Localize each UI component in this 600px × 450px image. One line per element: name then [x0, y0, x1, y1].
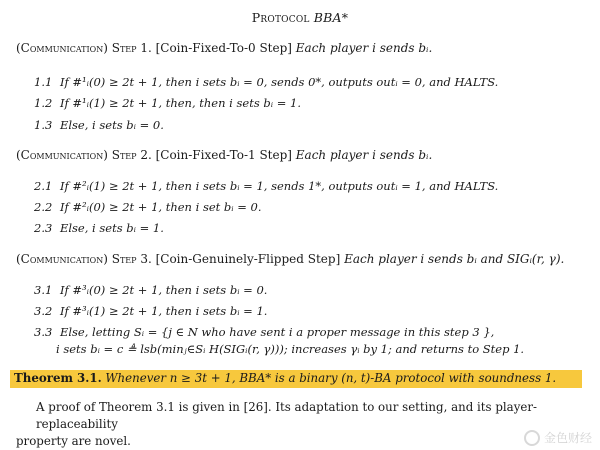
step-1-desc: Each player i sends bᵢ. — [295, 41, 433, 55]
item-number: 3.1 — [34, 283, 53, 297]
item-text: If #³ᵢ(0) ≥ 2t + 1, then i sets bᵢ = 0. — [59, 283, 268, 297]
item-number: 2.1 — [34, 179, 53, 193]
item-text: Else, i sets bᵢ = 0. — [59, 118, 164, 132]
theorem-body: Whenever n ≥ 3t + 1, BBA* is a binary (n, t)-BA protocol with soundness 1. — [105, 371, 557, 385]
paragraph-line-2: property are novel. — [16, 434, 131, 448]
step-2-name: [Coin-Fixed-To-1 Step] — [155, 148, 292, 162]
step-2-desc: Each player i sends bᵢ. — [295, 148, 433, 162]
paragraph-line-1: A proof of Theorem 3.1 is given in [26]. Its adaptation to our setting, and its player-replaceability — [36, 400, 537, 431]
item-number: 3.3 — [34, 325, 53, 339]
step-1-item-1 — [34, 75, 498, 89]
watermark-logo-icon — [524, 430, 540, 446]
watermark-text: 金色财经 — [543, 431, 592, 445]
protocol-title — [0, 10, 600, 25]
item-number: 2.2 — [34, 200, 53, 214]
step-3-name: [Coin-Genuinely-Flipped Step] — [155, 252, 341, 266]
proof-paragraph — [16, 399, 582, 450]
step-3-label: (Communication) Step 3. — [16, 252, 152, 266]
step-2-item-2 — [34, 200, 262, 214]
step-1-name: [Coin-Fixed-To-0 Step] — [155, 41, 292, 55]
title-prefix: Protocol — [251, 10, 310, 25]
item-text: Else, i sets bᵢ = 1. — [59, 221, 164, 235]
watermark — [524, 429, 592, 446]
item-number: 1.3 — [34, 118, 53, 132]
item-number: 2.3 — [34, 221, 53, 235]
step-3-item-1 — [34, 283, 267, 297]
step-3-item-3 — [34, 325, 494, 339]
item-text: Else, letting Sᵢ = {j ∈ N who have sent i a proper message in this step 3 }, — [59, 325, 495, 339]
step-3-heading — [16, 252, 564, 266]
item-text: If #¹ᵢ(0) ≥ 2t + 1, then i sets bᵢ = 0, sends 0*, outputs outᵢ = 0, and HALTS. — [59, 75, 499, 89]
step-3-item-3-continuation — [56, 342, 524, 356]
step-1-item-2 — [34, 96, 301, 110]
item-text: If #²ᵢ(1) ≥ 2t + 1, then i sets bᵢ = 1, sends 1*, outputs outᵢ = 1, and HALTS. — [59, 179, 499, 193]
title-name: BBA* — [313, 10, 349, 25]
step-1-label: (Communication) Step 1. — [16, 41, 152, 55]
item-number: 1.2 — [34, 96, 53, 110]
item-text: If #²ᵢ(0) ≥ 2t + 1, then i set bᵢ = 0. — [59, 200, 262, 214]
item-text: i sets bᵢ = c ≜ lsb(minⱼ∈Sᵢ H(SIGᵢ(r, γ))); increases γᵢ by 1; and returns to Step 1. — [56, 342, 525, 356]
theorem-label: Theorem 3.1. — [14, 371, 102, 385]
item-number: 3.2 — [34, 304, 53, 318]
step-1-item-3 — [34, 118, 164, 132]
item-number: 1.1 — [34, 75, 53, 89]
theorem-statement — [14, 371, 556, 385]
step-2-label: (Communication) Step 2. — [16, 148, 152, 162]
step-2-item-3 — [34, 221, 164, 235]
step-2-heading — [16, 148, 432, 162]
step-3-desc: Each player i sends bᵢ and SIGᵢ(r, γ). — [344, 252, 565, 266]
step-2-item-1 — [34, 179, 498, 193]
item-text: If #³ᵢ(1) ≥ 2t + 1, then i sets bᵢ = 1. — [59, 304, 268, 318]
item-text: If #¹ᵢ(1) ≥ 2t + 1, then, then i sets bᵢ = 1. — [59, 96, 301, 110]
step-1-heading — [16, 41, 432, 55]
step-3-item-2 — [34, 304, 267, 318]
